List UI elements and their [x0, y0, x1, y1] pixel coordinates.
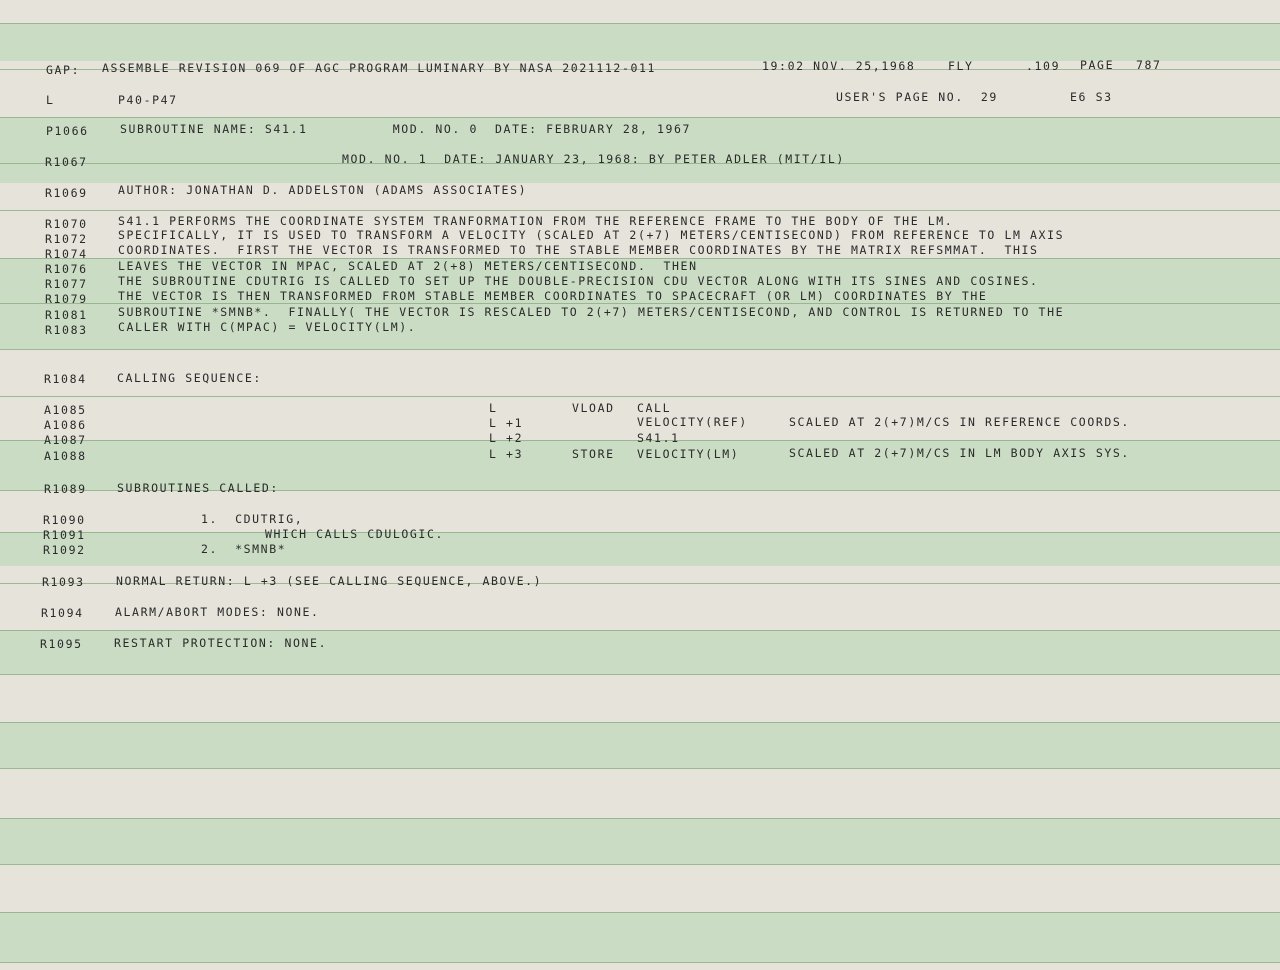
line-id: R1090: [43, 513, 86, 527]
line-id: R1089: [44, 482, 87, 496]
line-text: THE SUBROUTINE CDUTRIG IS CALLED TO SET UP THE DOUBLE-PRECISION CDU VECTOR ALONG WITH ITS SINES AND COSINES.: [118, 274, 1039, 288]
paper-band: [0, 912, 1280, 962]
line-text: 2. *SMNB*: [201, 542, 287, 556]
line-id: A1088: [44, 449, 87, 463]
header-gap-label: GAP:: [46, 63, 81, 77]
seq-operand: S41.1: [637, 431, 680, 445]
paper-band: [0, 23, 1280, 61]
line-id: R1095: [40, 637, 83, 651]
paper-rule: [0, 962, 1280, 963]
line-text: WHICH CALLS CDULOGIC.: [265, 527, 444, 541]
line-id: R1067: [45, 155, 88, 169]
line-id: A1085: [44, 403, 87, 417]
seq-comment: SCALED AT 2(+7)M/CS IN REFERENCE COORDS.: [789, 415, 1130, 429]
paper-rule: [0, 912, 1280, 913]
line-text: THE VECTOR IS THEN TRANSFORMED FROM STABLE MEMBER COORDINATES TO SPACECRAFT (OR LM) COORDINATES BY THE: [118, 289, 988, 303]
line-text: CALLER WITH C(MPAC) = VELOCITY(LM).: [118, 320, 417, 334]
line-id: R1091: [43, 528, 86, 542]
line-id: R1079: [45, 292, 88, 306]
line-id: R1092: [43, 543, 86, 557]
line-id: R1077: [45, 277, 88, 291]
paper-rule: [0, 117, 1280, 118]
line-id: R1072: [45, 232, 88, 246]
paper-band: [0, 722, 1280, 768]
seq-opcode: STORE: [572, 447, 615, 461]
seq-operand: CALL: [637, 401, 672, 415]
line-id: R1074: [45, 247, 88, 261]
line-text: CALLING SEQUENCE:: [117, 371, 262, 385]
line-text: RESTART PROTECTION: NONE.: [114, 636, 328, 650]
paper-rule: [0, 864, 1280, 865]
line-id: A1087: [44, 433, 87, 447]
seq-opcode: VLOAD: [572, 401, 615, 415]
line-id: R1094: [41, 606, 84, 620]
paper-rule: [0, 768, 1280, 769]
line-id: R1070: [45, 217, 88, 231]
seq-location: L: [489, 401, 498, 415]
header-page-label: PAGE: [1080, 58, 1115, 72]
header-code: .109: [1026, 59, 1061, 73]
header-l-label: L: [46, 93, 55, 107]
line-id: A1086: [44, 418, 87, 432]
line-text: SUBROUTINES CALLED:: [117, 481, 279, 495]
line-text: S41.1 PERFORMS THE COORDINATE SYSTEM TRANFORMATION FROM THE REFERENCE FRAME TO THE BODY OF THE LM.: [118, 214, 954, 228]
header-time-date: 19:02 NOV. 25,1968: [762, 59, 916, 73]
header-e6s3: E6 S3: [1070, 90, 1113, 104]
header-page-number: 787: [1136, 58, 1162, 72]
paper-rule: [0, 722, 1280, 723]
paper-rule: [0, 818, 1280, 819]
seq-comment: SCALED AT 2(+7)M/CS IN LM BODY AXIS SYS.: [789, 446, 1130, 460]
header-assemble-title: ASSEMBLE REVISION 069 OF AGC PROGRAM LUMINARY BY NASA 2021112-011: [102, 61, 657, 75]
line-text: COORDINATES. FIRST THE VECTOR IS TRANSFORMED TO THE STABLE MEMBER COORDINATES BY THE MATRIX REFSMMAT. THIS: [118, 243, 1039, 257]
paper-rule: [0, 396, 1280, 397]
line-text: NORMAL RETURN: L +3 (SEE CALLING SEQUENCE, ABOVE.): [116, 574, 543, 588]
paper-rule: [0, 303, 1280, 304]
line-text: SUBROUTINE *SMNB*. FINALLY( THE VECTOR IS RESCALED TO 2(+7) METERS/CENTISECOND, AND CONTROL IS RETURNED TO THE: [118, 305, 1065, 319]
seq-location: L +1: [489, 416, 524, 430]
line-text: MOD. NO. 1 DATE: JANUARY 23, 1968: BY PETER ADLER (MIT/IL): [342, 152, 845, 166]
paper-rule: [0, 210, 1280, 211]
header-fly: FLY: [948, 59, 974, 73]
line-id: R1083: [45, 323, 88, 337]
line-text: 1. CDUTRIG,: [201, 512, 304, 526]
paper-band: [0, 818, 1280, 864]
line-text: SUBROUTINE NAME: S41.1 MOD. NO. 0 DATE: FEBRUARY 28, 1967: [120, 122, 692, 136]
line-text: LEAVES THE VECTOR IN MPAC, SCALED AT 2(+8) METERS/CENTISECOND. THEN: [118, 259, 698, 273]
header-users-page: USER'S PAGE NO. 29: [836, 90, 998, 104]
line-id: R1076: [45, 262, 88, 276]
paper-rule: [0, 532, 1280, 533]
line-id: P1066: [46, 124, 89, 138]
paper-rule: [0, 674, 1280, 675]
seq-operand: VELOCITY(LM): [637, 447, 740, 461]
line-text: AUTHOR: JONATHAN D. ADDELSTON (ADAMS ASSOCIATES): [118, 183, 528, 197]
seq-operand: VELOCITY(REF): [637, 415, 748, 429]
line-text: ALARM/ABORT MODES: NONE.: [115, 605, 320, 619]
paper-rule: [0, 630, 1280, 631]
seq-location: L +3: [489, 447, 524, 461]
line-id: R1084: [44, 372, 87, 386]
header-section: P40-P47: [118, 93, 178, 107]
line-text: SPECIFICALLY, IT IS USED TO TRANSFORM A VELOCITY (SCALED AT 2(+7) METERS/CENTISECOND) FROM REFERENCE TO LM AXIS: [118, 228, 1065, 242]
line-id: R1093: [42, 575, 85, 589]
line-id: R1069: [45, 186, 88, 200]
seq-location: L +2: [489, 431, 524, 445]
paper-rule: [0, 23, 1280, 24]
paper-band: [0, 532, 1280, 566]
line-id: R1081: [45, 308, 88, 322]
paper-rule: [0, 349, 1280, 350]
